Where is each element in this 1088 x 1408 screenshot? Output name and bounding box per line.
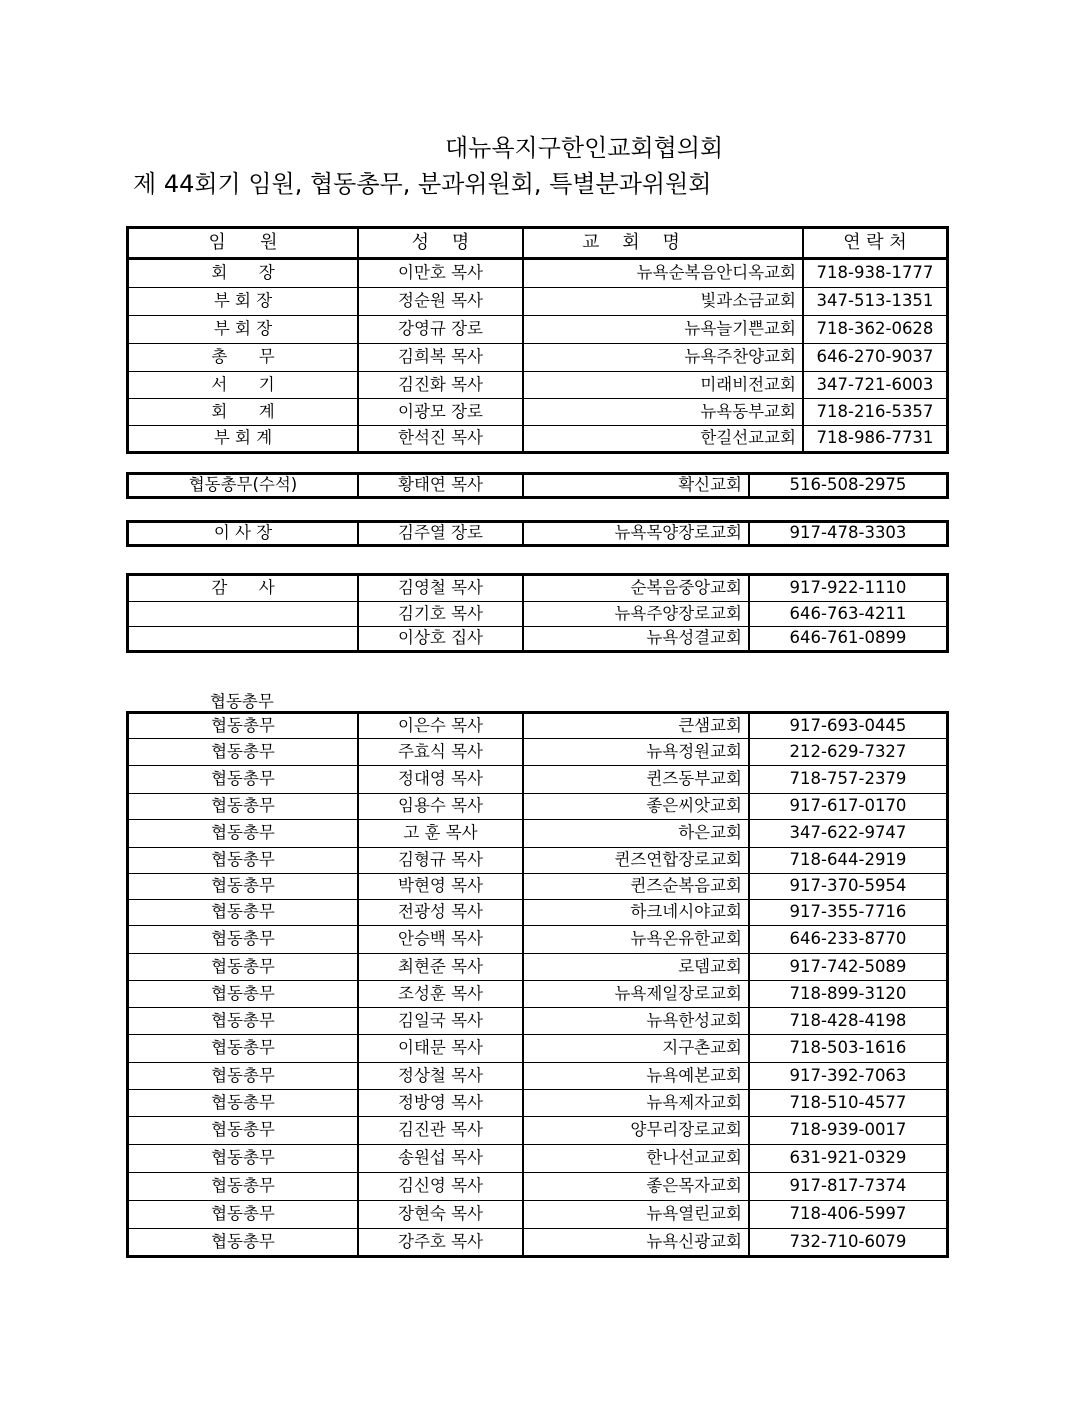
header-role: 임 원 [128,228,359,259]
name-cell: 김진화 목사 [358,372,523,399]
name-cell: 김진관 목사 [358,1117,523,1145]
phone-cell: 718-406-5997 [749,1201,948,1229]
phone-cell: 646-233-8770 [749,926,948,954]
church-cell: 뉴욕온유한교회 [523,926,749,954]
role-cell: 협동총무 [128,1090,359,1117]
role-cell [128,627,359,652]
church-cell: 한나선교교회 [523,1145,749,1173]
church-cell: 뉴욕성결교회 [523,627,749,652]
name-cell: 주효식 목사 [358,739,523,766]
name-cell: 김주열 장로 [358,522,523,546]
table-row [128,344,948,372]
role-cell: 협동총무 [128,848,359,874]
church-cell: 퀸즈순복음교회 [523,874,749,900]
phone-cell: 718-362-0628 [803,316,948,344]
name-cell: 정방영 목사 [358,1090,523,1117]
church-cell: 로뎀교회 [523,954,749,981]
role-cell: 협동총무 [128,874,359,900]
church-cell: 빛과소금교회 [523,288,803,316]
name-cell: 전광성 목사 [358,900,523,926]
church-cell: 퀸즈동부교회 [523,766,749,794]
name-cell: 이은수 목사 [358,713,523,739]
role-cell: 부 회 장 [128,316,359,344]
name-cell: 이만호 목사 [358,259,523,288]
table-row [128,766,948,794]
role-cell [128,602,359,627]
table-row [128,316,948,344]
phone-cell: 212-629-7327 [749,739,948,766]
role-cell: 협동총무 [128,713,359,739]
table-row [128,1117,948,1145]
name-cell: 송원섭 목사 [358,1145,523,1173]
name-cell: 정상철 목사 [358,1063,523,1090]
header-contact: 연 락 처 [803,228,948,259]
role-cell: 회 계 [128,399,359,426]
phone-cell: 646-761-0899 [749,627,948,652]
church-cell: 확신교회 [523,474,749,498]
role-cell: 협동총무 [128,794,359,820]
officers-table [126,226,949,454]
church-cell: 뉴욕제일장로교회 [523,981,749,1008]
role-cell: 협동총무 [128,981,359,1008]
phone-cell: 718-938-1777 [803,259,948,288]
role-cell: 협동총무 [128,1229,359,1257]
phone-cell: 718-644-2919 [749,848,948,874]
church-cell: 뉴욕한성교회 [523,1008,749,1035]
phone-cell: 516-508-2975 [749,474,948,498]
phone-cell: 718-899-3120 [749,981,948,1008]
name-cell: 김기호 목사 [358,602,523,627]
church-cell: 하크네시야교회 [523,900,749,926]
phone-cell: 631-921-0329 [749,1145,948,1173]
church-cell: 뉴욕예본교회 [523,1063,749,1090]
church-cell: 뉴욕제자교회 [523,1090,749,1117]
phone-cell: 718-986-7731 [803,426,948,453]
phone-cell: 718-510-4577 [749,1090,948,1117]
table-row [128,1063,948,1090]
church-cell: 하은교회 [523,820,749,848]
church-cell: 뉴욕주찬양교회 [523,344,803,372]
phone-cell: 917-617-0170 [749,794,948,820]
role-cell: 협동총무 [128,820,359,848]
role-cell: 총 무 [128,344,359,372]
role-cell: 협동총무 [128,1145,359,1173]
church-cell: 양무리장로교회 [523,1117,749,1145]
church-cell: 큰샘교회 [523,713,749,739]
table-row [128,1145,948,1173]
name-cell: 이광모 장로 [358,399,523,426]
name-cell: 이상호 집사 [358,627,523,652]
coordinators-section-label: 협동총무 [210,692,274,711]
name-cell: 정대영 목사 [358,766,523,794]
church-cell: 좋은씨앗교회 [523,794,749,820]
name-cell: 한석진 목사 [358,426,523,453]
role-cell: 협동총무(수석) [128,474,359,498]
auditors-table [126,573,949,653]
role-cell: 협동총무 [128,1035,359,1063]
name-cell: 임용수 목사 [358,794,523,820]
phone-cell: 646-763-4211 [749,602,948,627]
table-row [128,575,948,602]
church-cell: 뉴욕목양장로교회 [523,522,749,546]
phone-cell: 917-370-5954 [749,874,948,900]
role-cell: 부 회 계 [128,426,359,453]
table-row [128,981,948,1008]
name-cell: 김신영 목사 [358,1173,523,1201]
role-cell: 이 사 장 [128,522,359,546]
role-cell: 협동총무 [128,1063,359,1090]
table-row [128,259,948,288]
phone-cell: 917-922-1110 [749,575,948,602]
name-cell: 고 훈 목사 [358,820,523,848]
church-cell: 한길선교교회 [523,426,803,453]
table-row [128,848,948,874]
name-cell: 박현영 목사 [358,874,523,900]
church-cell: 지구촌교회 [523,1035,749,1063]
phone-cell: 917-742-5089 [749,954,948,981]
role-cell: 협동총무 [128,766,359,794]
header-church: 교 회 명 [523,228,803,259]
church-cell: 뉴욕신광교회 [523,1229,749,1257]
table-row [128,820,948,848]
phone-cell: 718-216-5357 [803,399,948,426]
phone-cell: 718-503-1616 [749,1035,948,1063]
table-row [128,713,948,739]
phone-cell: 718-939-0017 [749,1117,948,1145]
role-cell: 협동총무 [128,926,359,954]
phone-cell: 917-817-7374 [749,1173,948,1201]
role-cell: 협동총무 [128,1201,359,1229]
church-cell: 퀸즈연합장로교회 [523,848,749,874]
phone-cell: 347-513-1351 [803,288,948,316]
table-row [128,926,948,954]
name-cell: 이태문 목사 [358,1035,523,1063]
church-cell: 뉴욕주양장로교회 [523,602,749,627]
table-row [128,426,948,453]
name-cell: 최현준 목사 [358,954,523,981]
name-cell: 김영철 목사 [358,575,523,602]
phone-cell: 917-355-7716 [749,900,948,926]
phone-cell: 917-693-0445 [749,713,948,739]
document-title: 대뉴욕지구한인교회협의회 [445,134,724,162]
board-chair-table [126,520,949,547]
role-cell: 협동총무 [128,1117,359,1145]
phone-cell: 718-428-4198 [749,1008,948,1035]
name-cell: 강주호 목사 [358,1229,523,1257]
name-cell: 정순원 목사 [358,288,523,316]
name-cell: 김형규 목사 [358,848,523,874]
role-cell: 협동총무 [128,954,359,981]
role-cell: 협동총무 [128,1008,359,1035]
role-cell: 협동총무 [128,1173,359,1201]
table-row [128,739,948,766]
church-cell: 뉴욕순복음안디옥교회 [523,259,803,288]
church-cell: 뉴욕늘기쁜교회 [523,316,803,344]
table-row [128,1008,948,1035]
table-row [128,372,948,399]
name-cell: 조성훈 목사 [358,981,523,1008]
table-row [128,794,948,820]
table-row [128,627,948,652]
role-cell: 감 사 [128,575,359,602]
table-row [128,288,948,316]
church-cell: 미래비전교회 [523,372,803,399]
role-cell: 협동총무 [128,739,359,766]
church-cell: 순복음중앙교회 [523,575,749,602]
name-cell: 장현숙 목사 [358,1201,523,1229]
name-cell: 김희복 목사 [358,344,523,372]
header-name: 성 명 [358,228,523,259]
table-row [128,522,948,546]
name-cell: 안승백 목사 [358,926,523,954]
phone-cell: 646-270-9037 [803,344,948,372]
name-cell: 강영규 장로 [358,316,523,344]
table-row [128,1201,948,1229]
name-cell: 김일국 목사 [358,1008,523,1035]
table-row [128,900,948,926]
church-cell: 뉴욕열린교회 [523,1201,749,1229]
church-cell: 뉴욕정원교회 [523,739,749,766]
table-row [128,474,948,498]
phone-cell: 347-622-9747 [749,820,948,848]
table-header-row [128,228,948,259]
table-row [128,954,948,981]
table-row [128,1090,948,1117]
table-row [128,1229,948,1257]
table-row [128,1173,948,1201]
role-cell: 서 기 [128,372,359,399]
coordinators-table [126,711,949,1258]
chief-coordinator-table [126,472,949,499]
church-cell: 좋은목자교회 [523,1173,749,1201]
document-subtitle: 제 44회기 임원, 협동총무, 분과위원회, 특별분과위원회 [133,170,712,198]
table-row [128,1035,948,1063]
phone-cell: 347-721-6003 [803,372,948,399]
role-cell: 협동총무 [128,900,359,926]
table-row [128,874,948,900]
phone-cell: 718-757-2379 [749,766,948,794]
role-cell: 부 회 장 [128,288,359,316]
phone-cell: 917-392-7063 [749,1063,948,1090]
phone-cell: 732-710-6079 [749,1229,948,1257]
church-cell: 뉴욕동부교회 [523,399,803,426]
phone-cell: 917-478-3303 [749,522,948,546]
name-cell: 황태연 목사 [358,474,523,498]
table-row [128,602,948,627]
role-cell: 회 장 [128,259,359,288]
table-row [128,399,948,426]
